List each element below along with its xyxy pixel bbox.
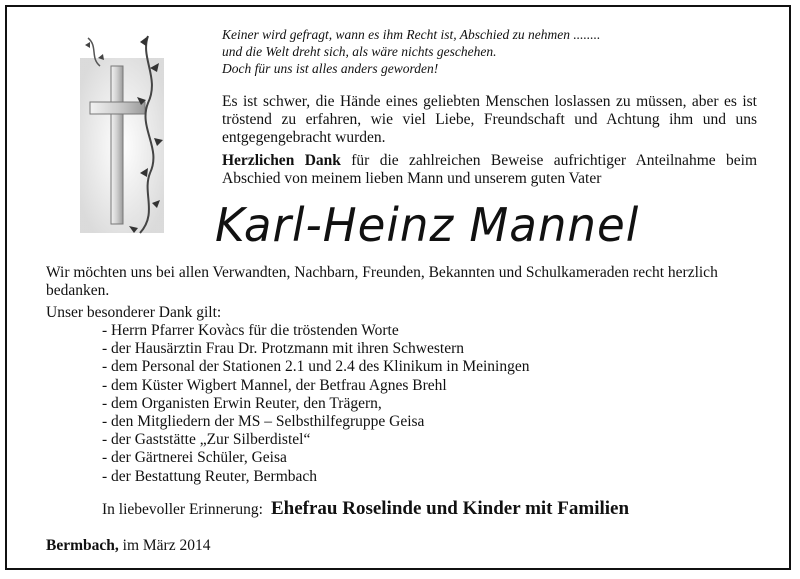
family-names: Ehefrau Roselinde und Kinder mit Familien (270, 498, 630, 519)
list-item: - der Gärtnerei Schüler, Geisa (102, 449, 287, 467)
list-item: - der Gaststätte „Zur Silberdistel“ (102, 431, 311, 449)
list-item: - dem Küster Wigbert Mannel, der Betfrau Agnes Brehl (102, 376, 447, 394)
body-paragraph: Wir möchten uns bei allen Verwandten, Nachbarn, Freunden, Bekannten und Schulkameraden recht herzlich bedanken. (46, 264, 718, 299)
thanks-text: für die zahlreichen Beweise aufrichtiger Anteilnahme beim Abschied von meinem lieben Mann und unserem guten Vater (222, 152, 757, 187)
place-date (46, 537, 210, 555)
poem-line: Keiner wird gefragt, wann es ihm Recht ist, Abschied zu nehmen ........ (222, 27, 601, 42)
thanks-paragraph (222, 152, 757, 188)
list-item: - dem Organisten Erwin Reuter, den Trägern, (102, 394, 382, 412)
cross-with-ivy-icon (78, 28, 178, 238)
deceased-name: Karl-Heinz Mannel (215, 198, 640, 252)
list-item: - der Bestattung Reuter, Bermbach (102, 467, 318, 485)
place-town: Bermbach, (46, 537, 119, 554)
list-item: - Herrn Pfarrer Kovàcs für die tröstenden Worte (102, 322, 399, 339)
intro-paragraph: Es ist schwer, die Hände eines geliebten Menschen loslassen zu müssen, aber es ist tröstend zu erfahren, wie viel Liebe, Freundschaft und Achtung ihm und uns entgegengebracht wurden. (222, 93, 757, 146)
memory-label: In liebevoller Erinnerung: (102, 501, 263, 518)
memory-line (102, 498, 629, 520)
poem-line: Doch für uns ist alles anders geworden! (222, 61, 439, 76)
poem (222, 26, 600, 77)
list-item: - dem Personal der Stationen 2.1 und 2.4 des Klinikum in Meiningen (102, 358, 530, 376)
thanks-bold: Herzlichen Dank (222, 152, 341, 169)
list-item: - der Hausärztin Frau Dr. Protzmann mit ihren Schwestern (102, 340, 465, 358)
list-item: - den Mitgliedern der MS – Selbsthilfegruppe Geisa (102, 413, 425, 431)
list-lead: Unser besonderer Dank gilt: (46, 304, 222, 321)
place-date-text: im März 2014 (118, 537, 211, 554)
poem-line: und die Welt dreht sich, als wäre nichts geschehen. (222, 44, 497, 59)
thanks-list (102, 322, 529, 486)
